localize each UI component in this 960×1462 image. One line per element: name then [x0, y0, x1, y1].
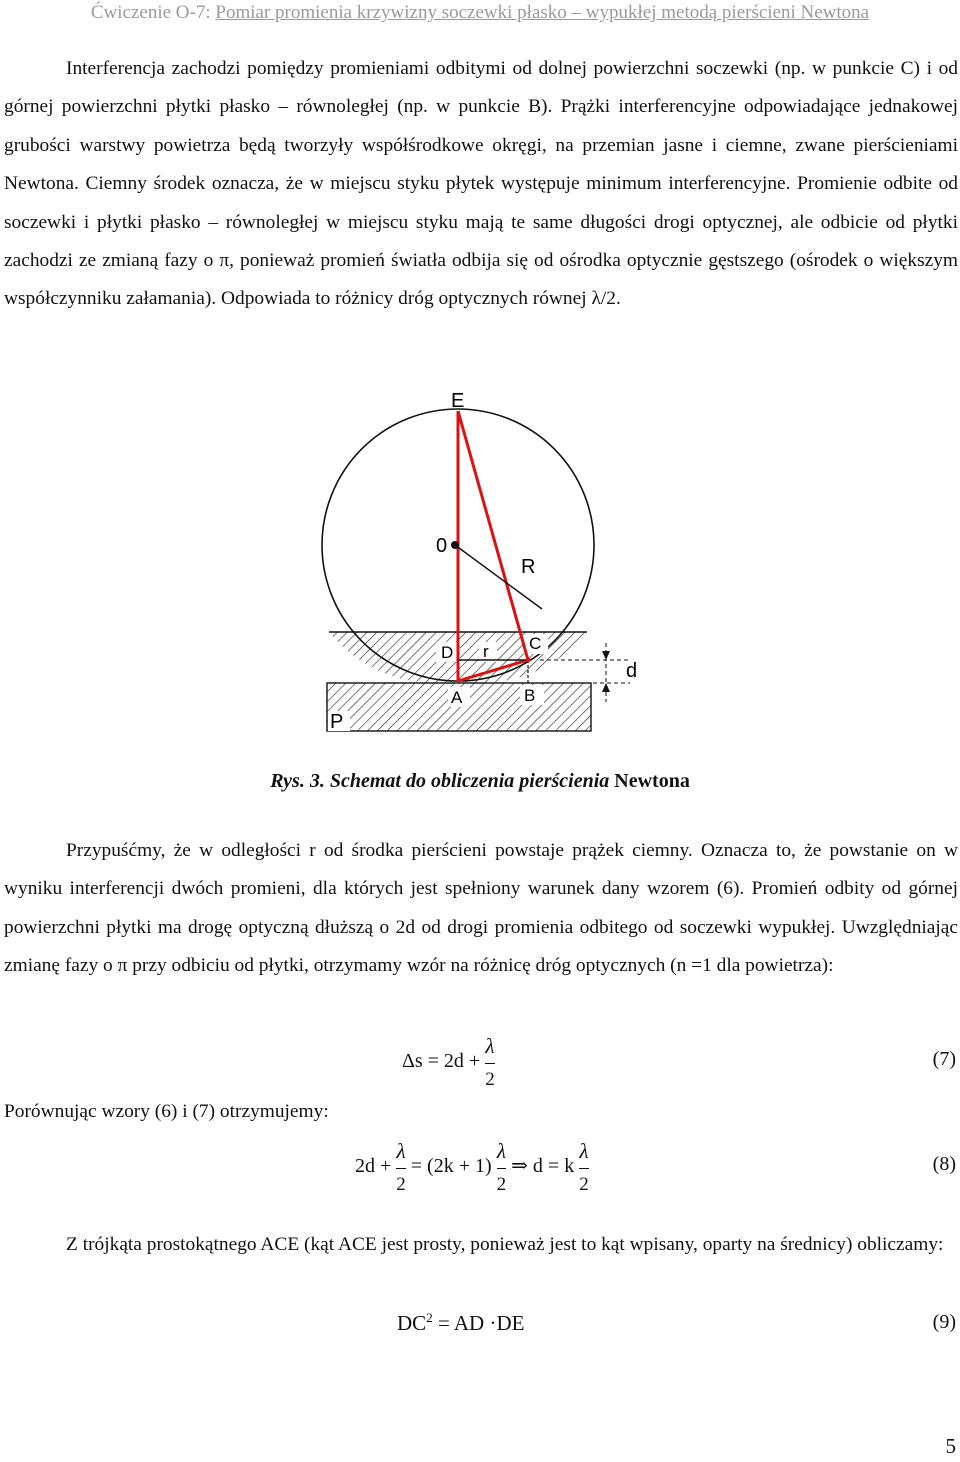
label-E: E — [451, 390, 465, 412]
header-prefix: Ćwiczenie O-7: — [90, 2, 216, 23]
label-C: C — [529, 634, 542, 653]
equation-9-number: (9) — [932, 1311, 956, 1333]
paragraph-triangle: Z trójkąta prostokątnego ACE (kąt ACE jest prosty, ponieważ jest to kąt wpisany, oparty na średnicy) obliczamy: — [66, 1234, 944, 1255]
label-O: 0 — [436, 535, 448, 557]
equation-7 — [402, 1036, 495, 1089]
header-title: Pomiar promienia krzywizny soczewki płasko – wypukłej metodą pierścieni Newtona — [215, 2, 870, 23]
line-EC — [458, 411, 528, 660]
paragraph-interference: Interferencja zachodzi pomiędzy promieniami odbitymi od dolnej powierzchni soczewki (np. w punkcie C) i od górnej powierzchni płytki płasko – równoległej (np. w punkcie B). Prążki interferencyjne odpowiadające jednakowej grubości warstwy powietrza będą tworzyły współśrodkowe okręgi, na przemian jasne i ciemne, zwane pierścieniami Newtona. Ciemny środek oznacza, że w miejscu styku płytek występuje minimum interferencyjne. Promienie odbite od soczewki i płytki płasko – równoległej w miejscu styku mają te same długości drogi optycznej, ale odbicie od płytki zachodzi ze zmianą fazy o π, ponieważ promień światła odbija się od ośrodka optycznie gęstszego (ośrodek o większym współczynniku załamania). Odpowiada to różnicy dróg optycznych równej λ/2. — [4, 58, 958, 310]
label-A: A — [451, 688, 463, 707]
label-R: R — [521, 556, 536, 578]
equation-8-number: (8) — [932, 1153, 956, 1175]
paragraph-dark-ring: Przypuśćmy, że w odległości r od środka pierścieni powstaje prążek ciemny. Oznacza to, że powstanie on w wyniku interferencji dwóch promieni, dla których jest spełniony warunek dany wzorem (6). Promień odbity od górnej powierzchni płytki ma drogę optyczną dłuższą o 2d od drogi promienia odbitego od soczewki wypukłej. Uwzględniając zmianę fazy o π przy odbiciu od płytki, otrzymamy wzór na różnicę dróg optycznych (n =1 dla powietrza): — [4, 840, 958, 977]
label-D: D — [441, 643, 454, 662]
page-header — [0, 2, 960, 24]
page-number: 5 — [945, 1434, 956, 1458]
label-d: d — [626, 660, 638, 682]
label-B: B — [524, 686, 536, 705]
caption-tail: Newtona — [609, 770, 690, 792]
center-point — [451, 541, 459, 549]
paragraph-comparing: Porównując wzory (6) i (7) otrzymujemy: — [4, 1101, 329, 1122]
equation-8: 2d + $\frac{\lambda}{2}$ = (2k + 1) $\frac{\lambda}{2}$ ⇒ d = k $\frac{\lambda}{2}$ — [355, 1139, 589, 1195]
caption-italic: Rys. 3. Schemat do obliczenia pierścienia — [270, 770, 610, 792]
figure-caption — [0, 770, 960, 793]
equation-7-number: (7) — [932, 1048, 956, 1070]
label-P: P — [330, 711, 344, 733]
eq7-lhs: Δs = 2d + — [402, 1050, 486, 1073]
equation-9: $DC^2$ = AD ·DE — [397, 1310, 525, 1335]
eq7-fraction: $\frac{\lambda}{2}$ — [485, 1034, 495, 1090]
label-r: r — [483, 642, 489, 661]
newton-rings-diagram — [0, 385, 960, 765]
